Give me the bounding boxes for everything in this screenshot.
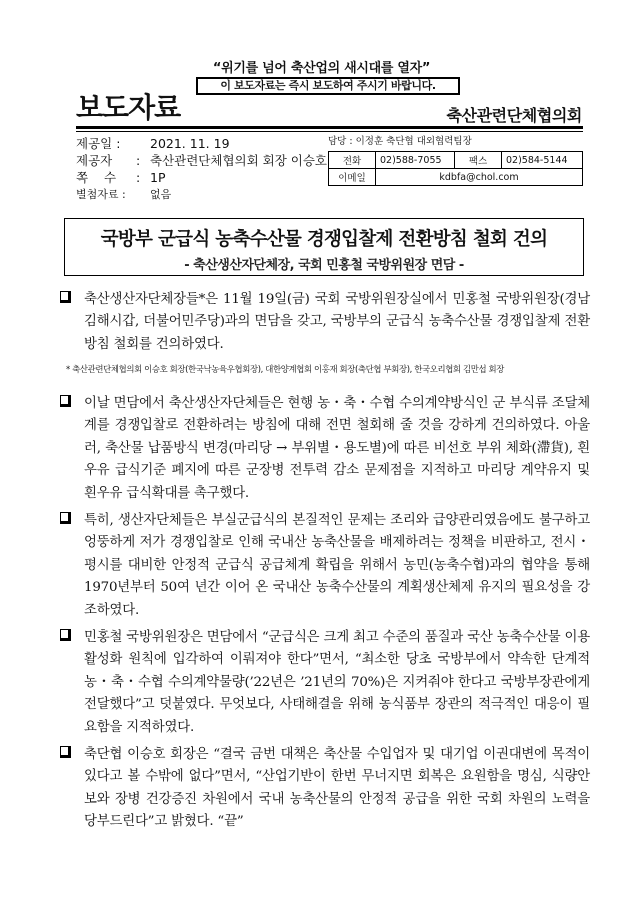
- email-label: 이메일: [329, 169, 376, 186]
- organization-name: 축산관련단체협의회: [446, 106, 582, 125]
- paragraph-1: [60, 289, 590, 356]
- fax-label: 팩스: [455, 152, 502, 169]
- paragraph-3-text: 특히, 생산자단체들은 부실군급식의 본질적인 문제는 조리와 급양관리였음에도 불구하고 엉뚱하게 저가 경쟁입찰로 인해 국내산 농축산물을 배제하려는 정책을 비판하고, 전시・평시를 대비한 안정적 군급식 공급체계 확립을 위해서 농민(농축수협)과의 협약을 통해 1970년부터 50여 년간 이어 온 국내산 농축수산물의 계획생산체제 유지의 필요성을 강조하였다.: [84, 513, 590, 618]
- meta-colon: :: [136, 170, 141, 185]
- meta-date-value: 2021. 11. 19: [150, 136, 230, 151]
- contact-info: [328, 135, 583, 186]
- headline-title: 국방부 군급식 농축수산물 경쟁입찰제 전환방침 철회 건의: [100, 229, 548, 250]
- slogan: “위기를 넘어 축산업의 새시대를 열자”: [212, 61, 431, 76]
- phone-value: 02)588-7055: [376, 152, 455, 169]
- fax-value: 02)584-5144: [502, 152, 583, 169]
- square-bullet-icon: [60, 291, 71, 303]
- email-value: kdbfa@chol.com: [376, 169, 583, 186]
- square-bullet-icon: [60, 746, 71, 758]
- meta-provider-key: 제공자: [76, 153, 113, 168]
- header-rule-thick: [76, 126, 583, 129]
- paragraph-5-text: 축단협 이승호 회장은 “결국 금번 대책은 축산물 수입업자 및 대기업 이권대변에 목적이 있다고 볼 수밖에 없다”면서, “산업기반이 한번 무너지면 회복은 요원함을 명심, 식량안보와 장병 건강증진 차원에서 국내 농축산물의 안정적 공급을 위한 국회 차원의 노력을 당부드린다”고 밝혔다. “끝”: [84, 747, 590, 830]
- paragraph-2-text: 이날 면담에서 축산생산자단체들은 현행 농・축・수협 수의계약방식인 군 부식류 조달체계를 경쟁입찰로 전환하려는 방침에 대해 전면 철회해 줄 것을 강하게 건의하였다. 아울러, 축산물 납품방식 변경(마리당 → 부위별・용도별)에 따른 비선호 부위 체화(滯貨), 흰우유 급식기준 폐지에 따른 군장병 전투력 감소 문제점을 지적하고 마리당 계약유지 및 흰우유 급식확대를 촉구했다.: [84, 396, 590, 501]
- phone-label: 전화: [329, 152, 376, 169]
- meta-pages-key: 쪽 수: [76, 170, 117, 185]
- square-bullet-icon: [60, 395, 71, 407]
- paragraph-2: [60, 393, 590, 505]
- contact-table: [328, 151, 583, 186]
- meta-pages-value: 1P: [150, 170, 166, 185]
- paragraph-5: [60, 744, 590, 834]
- meta-attachment-value: 없음: [150, 188, 172, 201]
- meta-attachment: [76, 186, 171, 203]
- headline-subtitle: - 축산생산자단체장, 국회 민홍철 국방위원장 면담 -: [184, 258, 464, 273]
- meta-pages: [76, 169, 166, 186]
- footnote: * 축산관련단체협의회 이승호 회장(한국낙농육우협회장), 대한양계협회 이홍재 회장(축단협 부회장), 한국오리협회 김만섭 회장: [66, 364, 505, 374]
- press-release-title: 보도자료: [76, 91, 181, 124]
- square-bullet-icon: [60, 629, 71, 641]
- release-notice: 이 보도자료는 즉시 보도하여 주시기 바랍니다.: [196, 77, 460, 95]
- meta-provider-value: 축산관련단체협의회 회장 이승호: [150, 153, 327, 168]
- paragraph-4: [60, 627, 590, 739]
- paragraph-1-text: 축산생산자단체장들*은 11월 19일(금) 국회 국방위원장실에서 민홍철 국방위원장(경남 김해시갑, 더불어민주당)과의 면담을 갖고, 국방부의 군급식 농축수산물 경쟁입찰제 전환방침 철회를 건의하였다.: [84, 292, 590, 352]
- paragraph-4-text: 민홍철 국방위원장은 면담에서 “군급식은 크게 최고 수준의 품질과 국산 농축수산물 이용활성화 원칙에 입각하여 이뤄져야 한다”면서, “최소한 당초 국방부에서 약속한 단계적 농・축・수협 수의계약물량(’22년은 ’21년의 70%)은 지켜줘야 한다고 국방부장관에게 전달했다”고 덧붙였다. 무엇보다, 사태해결을 위해 농식품부 장관의 적극적인 대응이 필요함을 지적하였다.: [84, 630, 590, 735]
- meta-provider: [76, 152, 327, 169]
- square-bullet-icon: [60, 512, 71, 524]
- meta-attachment-key: 별첨자료 :: [76, 188, 126, 201]
- meta-date-key: 제공일 :: [76, 136, 121, 151]
- header-rule-thin: [76, 131, 583, 132]
- paragraph-3: [60, 510, 590, 622]
- contact-person: 담당 : 이정훈 축단협 대외협력팀장: [328, 136, 472, 147]
- meta-date: [76, 135, 230, 152]
- meta-colon: :: [136, 153, 141, 168]
